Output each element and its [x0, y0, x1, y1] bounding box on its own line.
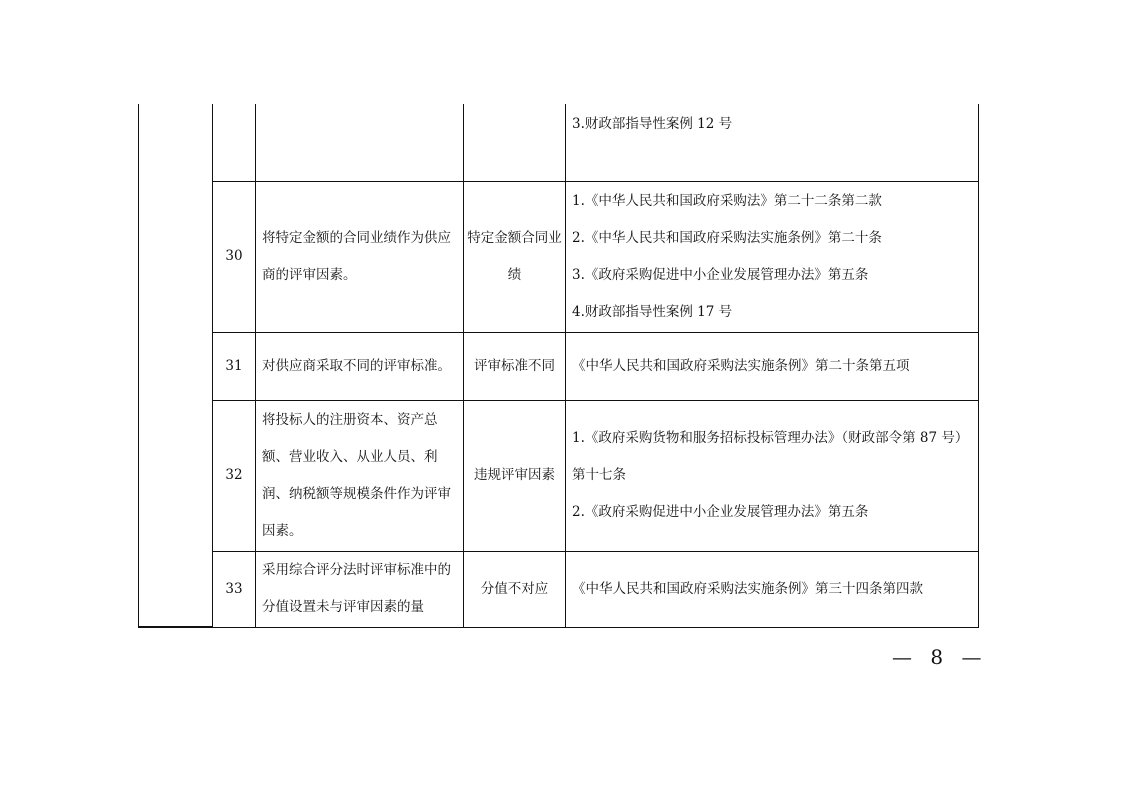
legal-basis-line: 2.《政府采购促进中小企业发展管理办法》第五条 [572, 504, 869, 520]
row-description: 对供应商采取不同的评审标准。 [256, 332, 464, 400]
table-row [139, 181, 979, 332]
legal-basis-line: 3.财政部指导性案例 12 号 [572, 116, 733, 132]
row-type [464, 104, 566, 181]
row-type: 违规评审因素 [464, 400, 566, 551]
row-type: 评审标准不同 [464, 332, 566, 400]
legal-basis-line: 《中华人民共和国政府采购法实施条例》第二十条第五项 [572, 357, 910, 374]
table-row [139, 332, 979, 400]
table-row [139, 400, 979, 551]
row-legal-basis [566, 400, 979, 551]
row-number: 31 [213, 332, 256, 400]
row-number: 32 [213, 400, 256, 551]
legal-basis-line: 第十七条 [572, 467, 626, 483]
legal-basis-line: 《中华人民共和国政府采购法实施条例》第三十四条第四款 [572, 580, 923, 597]
row-number: 33 [213, 551, 256, 627]
row-description: 采用综合评分法时评审标准中的分值设置未与评审因素的量 [256, 551, 464, 627]
legal-basis-line: 2.《中华人民共和国政府采购法实施条例》第二十条 [572, 229, 882, 246]
row-number: 30 [213, 181, 256, 332]
row-description: 将特定金额的合同业绩作为供应商的评审因素。 [256, 181, 464, 332]
row-legal-basis [566, 551, 979, 627]
row-legal-basis [566, 104, 979, 181]
row-type: 特定金额合同业绩 [464, 181, 566, 332]
legal-basis-line: 4.财政部指导性案例 17 号 [572, 303, 733, 320]
category-cell [139, 104, 213, 627]
row-legal-basis [566, 181, 979, 332]
legal-basis-line: 1.《中华人民共和国政府采购法》第二十二条第二款 [572, 192, 882, 209]
table-row [139, 104, 979, 181]
row-type: 分值不对应 [464, 551, 566, 627]
legal-basis-line: 3.《政府采购促进中小企业发展管理办法》第五条 [572, 266, 869, 283]
row-legal-basis [566, 332, 979, 400]
row-number [213, 104, 256, 181]
row-description [256, 104, 464, 181]
table-row [139, 551, 979, 627]
row-description: 将投标人的注册资本、资产总额、营业收入、从业人员、利润、纳税额等规模条件作为评审因素。 [256, 400, 464, 551]
legal-basis-line: 1.《政府采购货物和服务招标投标管理办法》（财政部令第 87 号） [572, 430, 969, 446]
rules-table [138, 104, 979, 628]
page-number: — 8 — [892, 645, 988, 669]
